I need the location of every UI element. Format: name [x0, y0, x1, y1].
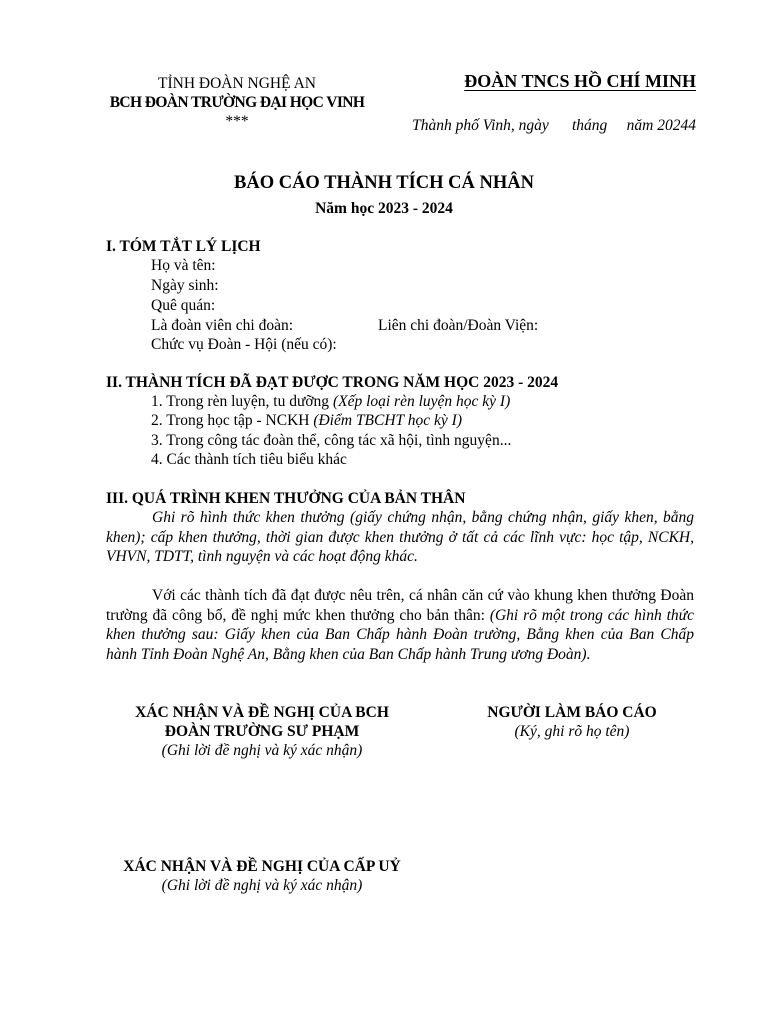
- bch-title-line2: ĐOÀN TRƯỜNG SƯ PHẠM: [164, 723, 360, 740]
- achievement-text: 3. Trong công tác đoàn thể, công tác xã hội, tình nguyện...: [151, 432, 512, 449]
- achievement-text: 1. Trong rèn luyện, tu dưỡng: [151, 393, 333, 410]
- header-left-block: [92, 74, 382, 131]
- bch-confirmation-block: [112, 703, 412, 760]
- bch-title-line1: XÁC NHẬN VÀ ĐỀ NGHỊ CỦA BCH: [135, 704, 389, 721]
- committee-title: XÁC NHẬN VÀ ĐỀ NGHỊ CỦA CẤP UỶ: [123, 858, 401, 875]
- reporter-title: NGƯỜI LÀM BÁO CÁO: [487, 704, 657, 721]
- committee-confirmation-block: [100, 857, 424, 895]
- achievement-item: [151, 392, 510, 411]
- proposal-note: (Ghi rõ một trong các hình thức khen thưởng sau: Giấy khen của Ban Chấp hành Đoàn trường, Bằng khen của Ban Chấp hành Tỉnh Đoàn Nghệ An, Bằng khen của Ban Chấp hành Trung ương Đoàn).: [106, 606, 694, 663]
- awards-instruction-text: Ghi rõ hình thức khen thưởng (giấy chứng nhận, bằng chứng nhận, giấy khen, bằng khen); cấp khen thưởng, thời gian được khen thưởng ở tất cả các lĩnh vực: học tập, NCKH, VHVN, TDTT, tình nguyện và các hoạt động khác.: [106, 509, 694, 565]
- bch-note: (Ghi lời đề nghị và ký xác nhận): [161, 742, 363, 759]
- awards-instruction: [106, 508, 694, 567]
- achievement-item: [151, 411, 462, 430]
- reporter-note: (Ký, ghi rõ họ tên): [514, 723, 630, 740]
- field-position: Chức vụ Đoàn - Hội (nếu có):: [151, 336, 337, 353]
- field-hometown: Quê quán:: [151, 297, 216, 314]
- achievement-note: (Điểm TBCHT học kỳ I): [313, 412, 462, 429]
- achievement-item: [151, 450, 347, 469]
- header-stars: ***: [225, 113, 249, 130]
- page-title: BÁO CÁO THÀNH TÍCH CÁ NHÂN: [234, 173, 534, 193]
- field-dob: Ngày sinh:: [151, 277, 219, 294]
- section1-heading: I. TÓM TẮT LÝ LỊCH: [106, 238, 261, 255]
- field-faculty: Liên chi đoàn/Đoàn Viện:: [378, 317, 539, 334]
- field-full-name: Họ và tên:: [151, 257, 216, 274]
- date-line: Thành phố Vinh, ngày tháng năm 20244: [412, 117, 696, 134]
- union-name: ĐOÀN TNCS HỒ CHÍ MINH: [464, 71, 696, 91]
- proposal-paragraph: [106, 586, 694, 664]
- section3-heading: III. QUÁ TRÌNH KHEN THƯỞNG CỦA BẢN THÂN: [106, 490, 466, 507]
- province-org: TỈNH ĐOÀN NGHỆ AN: [158, 75, 316, 92]
- committee-note: (Ghi lời đề nghị và ký xác nhận): [161, 877, 363, 894]
- proposal-text: Với các thành tích đã đạt được nêu trên, cá nhân căn cứ vào khung khen thưởng Đoàn trường đã công bố, đề nghị mức khen thưởng cho bản thân:: [106, 587, 694, 624]
- achievement-text: 2. Trong học tập - NCKH: [151, 412, 314, 429]
- reporter-block: [440, 703, 704, 741]
- field-branch: Là đoàn viên chi đoàn:: [151, 317, 294, 334]
- section2-heading: II. THÀNH TÍCH ĐÃ ĐẠT ĐƯỢC TRONG NĂM HỌC 2023 - 2024: [106, 374, 559, 391]
- achievement-text: 4. Các thành tích tiêu biểu khác: [151, 451, 347, 468]
- school-org: BCH ĐOÀN TRƯỜNG ĐẠI HỌC VINH: [109, 94, 365, 111]
- achievement-item: [151, 431, 511, 450]
- achievement-note: (Xếp loại rèn luyện học kỳ I): [332, 393, 511, 410]
- page-subtitle: Năm học 2023 - 2024: [315, 200, 453, 217]
